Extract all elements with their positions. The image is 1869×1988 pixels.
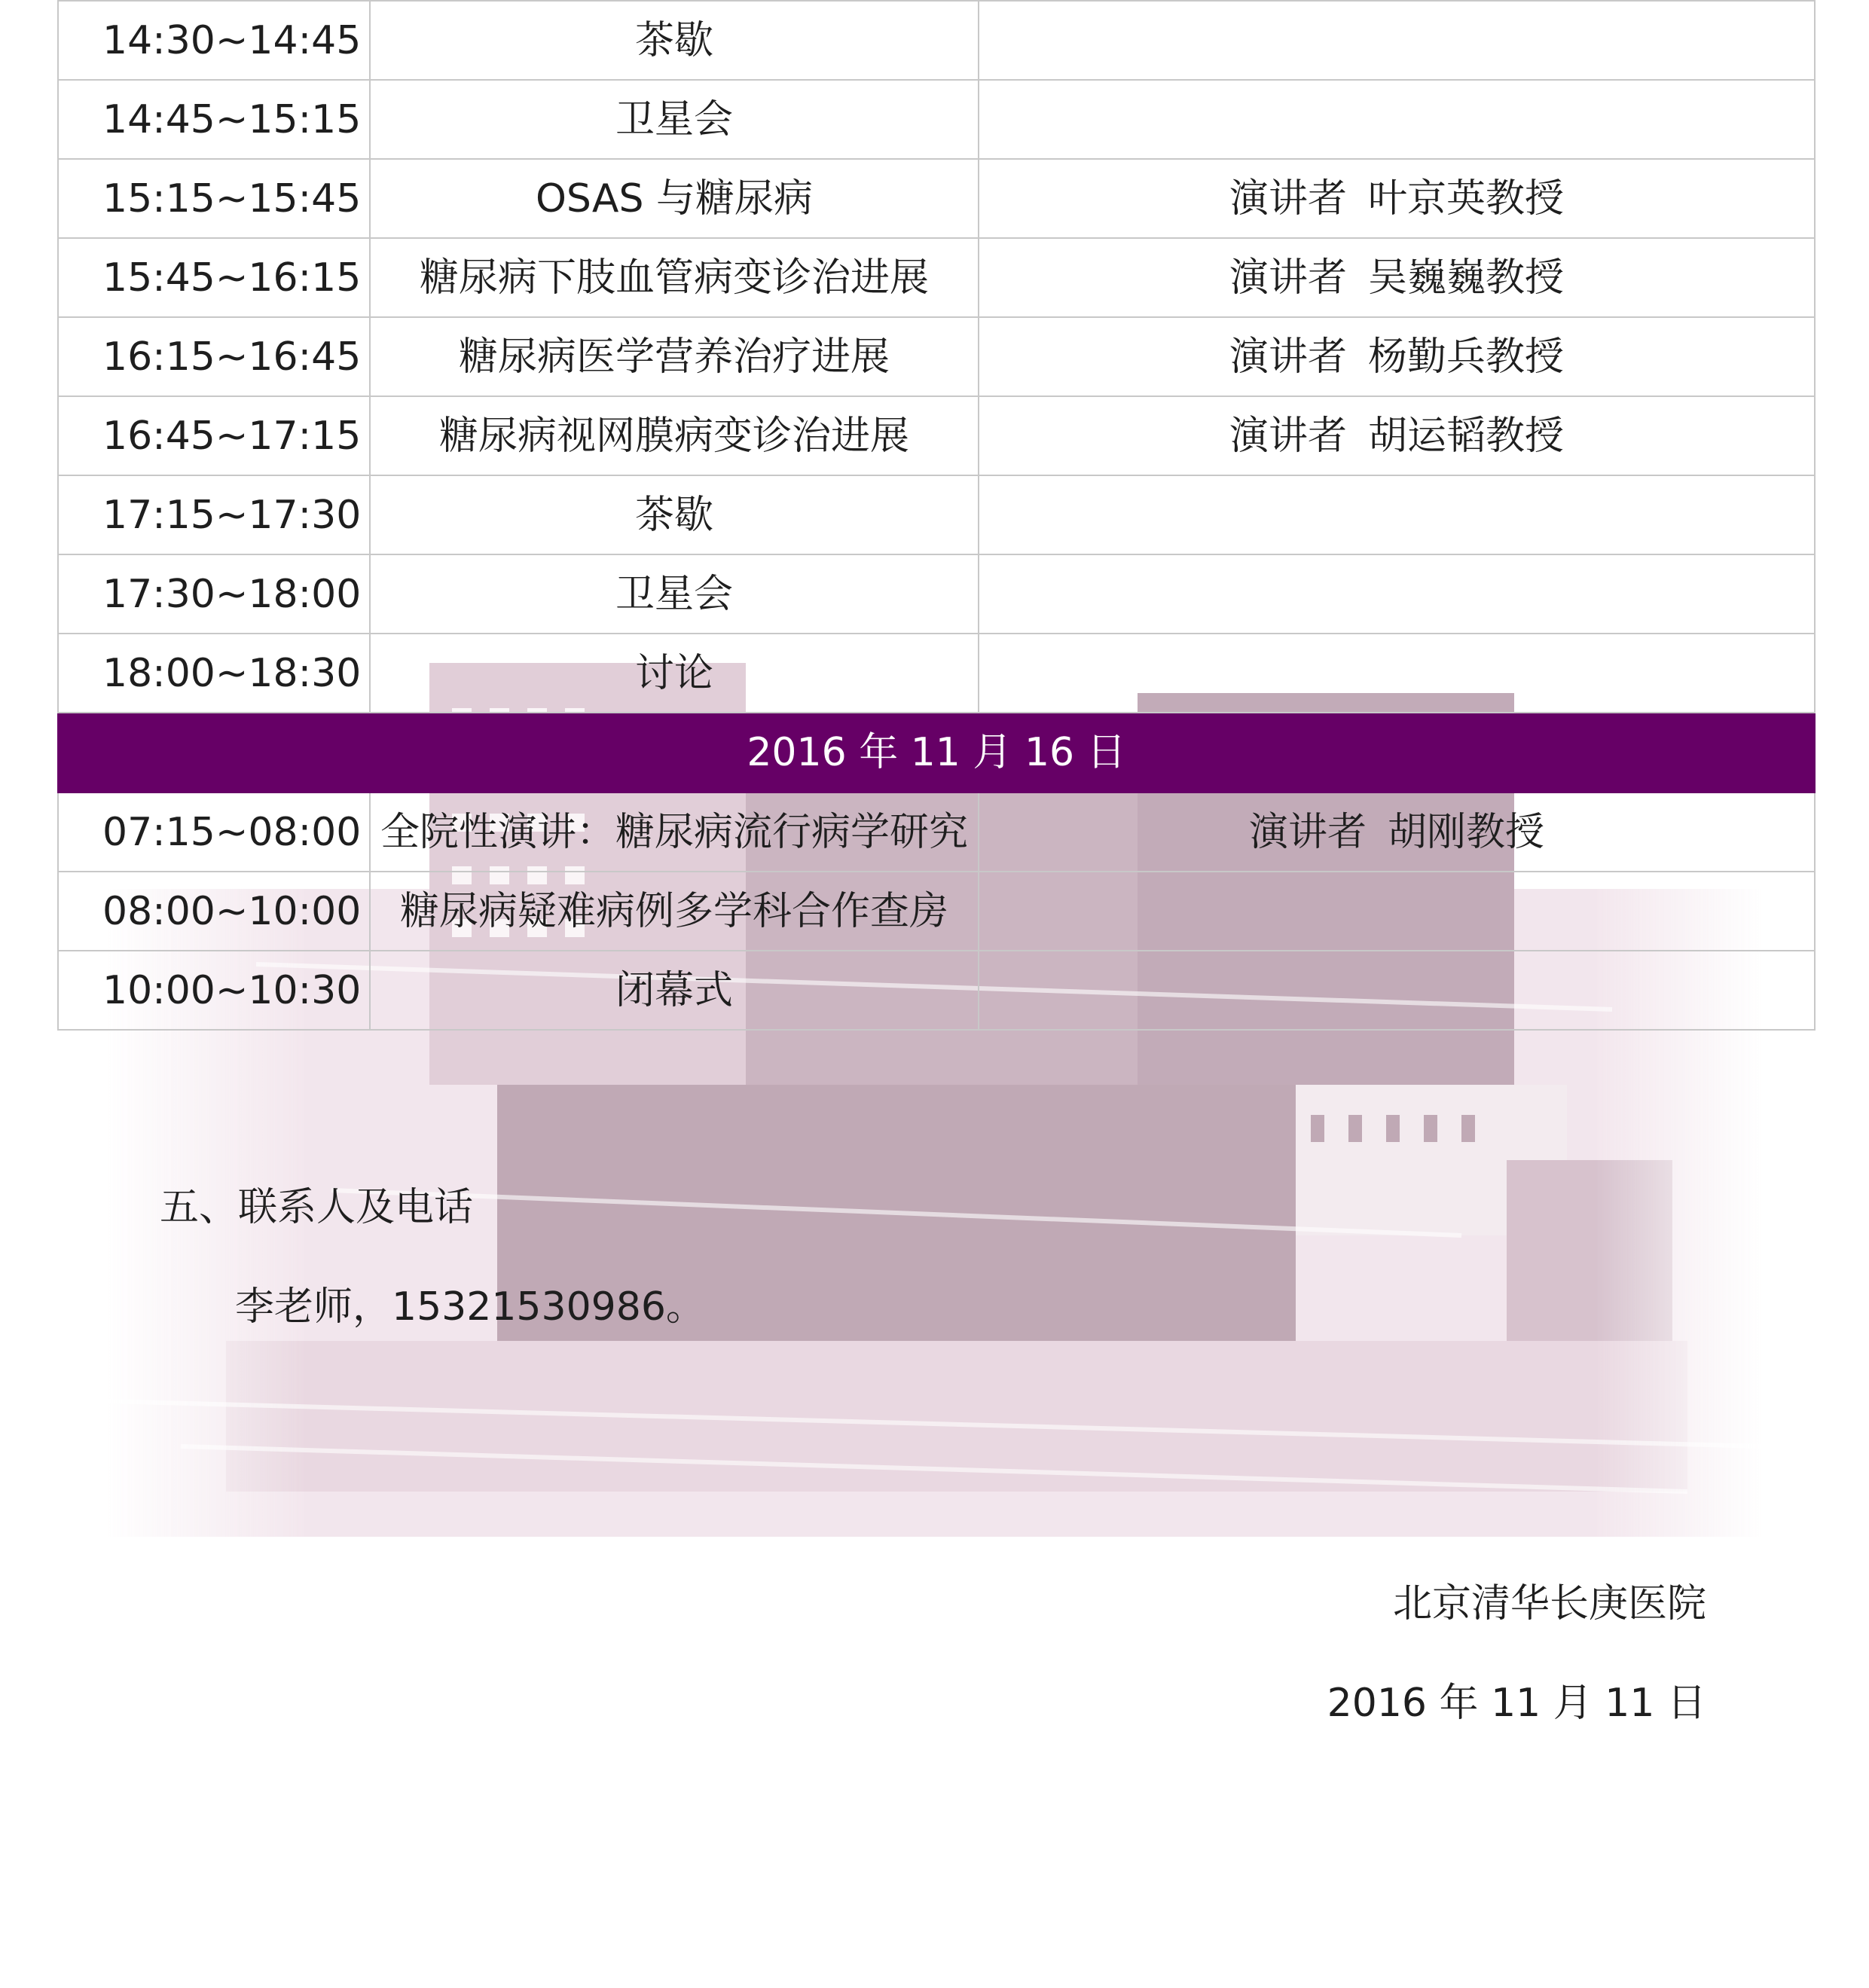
speaker-name: 叶京英教授	[1368, 176, 1565, 221]
time-cell: 17:15~17:30	[58, 475, 370, 554]
day-header: 2016 年 11 月 16 日	[58, 713, 1815, 792]
speaker-name: 吴巍巍教授	[1368, 255, 1565, 301]
table-row	[58, 159, 1815, 238]
speaker-cell	[979, 80, 1815, 159]
speaker-cell	[979, 792, 1815, 872]
topic-cell: 糖尿病视网膜病变诊治进展	[370, 396, 979, 475]
schedule-table	[57, 0, 1816, 1031]
topic-cell: 茶歇	[370, 1, 979, 80]
table-row	[58, 1, 1815, 80]
speaker-name: 胡运韬教授	[1368, 413, 1565, 459]
speaker-label: 演讲者	[1229, 413, 1347, 459]
topic-cell: 讨论	[370, 634, 979, 713]
speaker-label: 演讲者	[1248, 809, 1367, 855]
time-cell: 14:30~14:45	[58, 1, 370, 80]
time-cell: 07:15~08:00	[58, 792, 370, 872]
topic-cell: 糖尿病疑难病例多学科合作查房	[370, 872, 979, 951]
time-cell: 16:45~17:15	[58, 396, 370, 475]
table-row	[58, 634, 1815, 713]
table-row	[58, 792, 1815, 872]
speaker-name: 胡刚教授	[1388, 809, 1545, 855]
topic-cell: 卫星会	[370, 554, 979, 634]
table-row	[58, 554, 1815, 634]
topic-cell: 糖尿病下肢血管病变诊治进展	[370, 238, 979, 317]
table-row	[58, 317, 1815, 396]
time-cell: 14:45~15:15	[58, 80, 370, 159]
contact-section-title: 五、联系人及电话	[160, 1185, 474, 1230]
time-cell: 17:30~18:00	[58, 554, 370, 634]
topic-cell: 茶歇	[370, 475, 979, 554]
speaker-cell	[979, 1, 1815, 80]
table-row	[58, 951, 1815, 1030]
table-row	[58, 80, 1815, 159]
signature-date: 2016 年 11 月 11 日	[1327, 1681, 1706, 1726]
speaker-cell	[979, 951, 1815, 1030]
speaker-label: 演讲者	[1229, 176, 1347, 221]
time-cell: 15:45~16:15	[58, 238, 370, 317]
time-cell: 16:15~16:45	[58, 317, 370, 396]
topic-cell: OSAS 与糖尿病	[370, 159, 979, 238]
time-cell: 18:00~18:30	[58, 634, 370, 713]
topic-cell: 糖尿病医学营养治疗进展	[370, 317, 979, 396]
time-cell: 15:15~15:45	[58, 159, 370, 238]
speaker-cell	[979, 159, 1815, 238]
speaker-cell	[979, 554, 1815, 634]
day-header-row	[58, 713, 1815, 792]
topic-cell: 闭幕式	[370, 951, 979, 1030]
topic-cell: 卫星会	[370, 80, 979, 159]
speaker-cell	[979, 475, 1815, 554]
speaker-cell	[979, 396, 1815, 475]
time-cell: 10:00~10:30	[58, 951, 370, 1030]
speaker-cell	[979, 317, 1815, 396]
speaker-name: 杨勤兵教授	[1368, 334, 1565, 380]
contact-line: 李老师，15321530986。	[235, 1284, 705, 1330]
speaker-cell	[979, 238, 1815, 317]
time-cell: 08:00~10:00	[58, 872, 370, 951]
speaker-cell	[979, 872, 1815, 951]
table-row	[58, 238, 1815, 317]
table-row	[58, 396, 1815, 475]
speaker-cell	[979, 634, 1815, 713]
speaker-label: 演讲者	[1229, 255, 1347, 301]
speaker-label: 演讲者	[1229, 334, 1347, 380]
table-row	[58, 475, 1815, 554]
table-row	[58, 872, 1815, 951]
topic-cell: 全院性演讲：糖尿病流行病学研究	[370, 792, 979, 872]
signature-organization: 北京清华长庚医院	[1392, 1581, 1706, 1626]
